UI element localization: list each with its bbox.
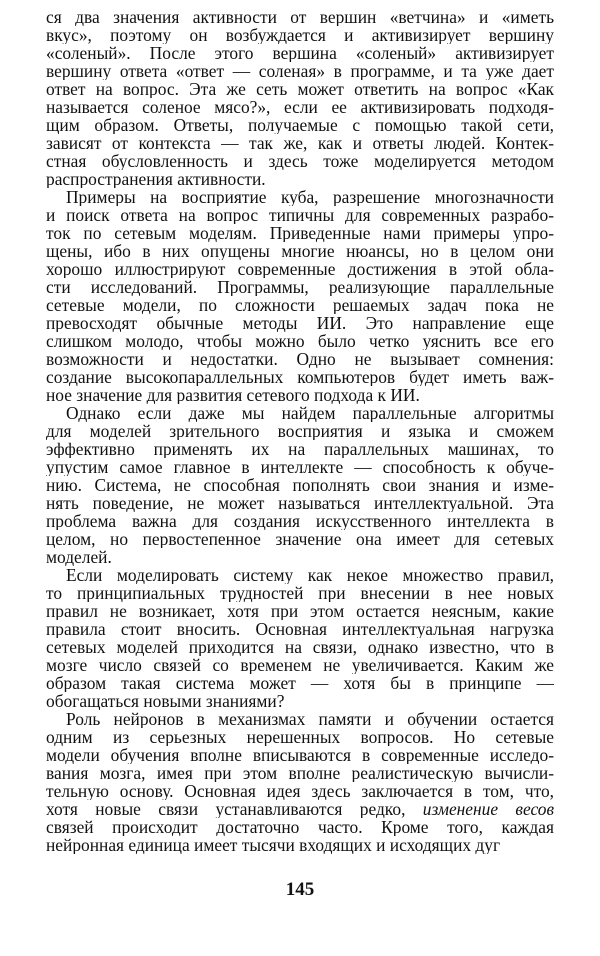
- text-line: ное значение для развития сетевого подхода к ИИ.: [46, 386, 420, 404]
- text-line: зависят от контекста — так же, как и ответы людей. Контек-: [46, 134, 554, 152]
- text-line: сетевых моделей приходится на связи, однако известно, что в: [46, 638, 554, 656]
- text-line: ток по сетевым моделям. Приведенные нами примеры упро-: [46, 224, 554, 242]
- text-line: сетевые модели, по сложности решаемых задач пока не: [46, 296, 554, 314]
- paragraph-first-line: Роль нейронов в механизмах памяти и обучении остается: [66, 710, 554, 728]
- text-line: проблема важна для создания искусственного интеллекта в: [46, 512, 554, 530]
- text-line: сти исследований. Программы, реализующие параллельные: [46, 278, 554, 296]
- text-line: создание высокопараллельных компьютеров будет иметь важ-: [46, 368, 554, 386]
- text-line: [46, 800, 554, 818]
- paragraph-first-line: Примеры на восприятие куба, разрешение многозначности: [66, 188, 554, 206]
- text-line: обогащаться новыми знаниями?: [46, 692, 285, 710]
- text-line: тельную основу. Основная идея здесь заключается в том, что,: [46, 782, 554, 800]
- text-line: «соленый». После этого вершина «соленый» активизирует: [46, 44, 554, 62]
- text-line: вания мозга, имея при этом вполне реалистическую вычисли-: [46, 764, 554, 782]
- text-line: вершину ответа «ответ — соленая» в программе, и та уже дает: [46, 62, 554, 80]
- text-line: связей происходит достаточно часто. Кроме того, каждая: [46, 818, 554, 836]
- text-line: ся два значения активности от вершин «ветчина» и «иметь: [46, 8, 554, 26]
- text-line: моделей.: [46, 548, 112, 566]
- text-line: называется соленое мясо?», если ее активизировать подходя-: [46, 98, 554, 116]
- text-line: эффективно применять их на параллельных машинах, то: [46, 440, 554, 458]
- paragraph-first-line: Если моделировать систему как некое множество правил,: [66, 566, 554, 584]
- emphasis-text: изменение весов: [422, 800, 554, 818]
- text-line: то принципиальных трудностей при внесении в нее новых: [46, 584, 554, 602]
- text-line: нейронная единица имеет тысячи входящих и исходящих дуг: [46, 836, 501, 854]
- text-line: мозге число связей со временем не увеличивается. Каким же: [46, 656, 554, 674]
- text-line: стная обусловленность и здесь тоже моделируется методом: [46, 152, 554, 170]
- text-line: правила стоит вносить. Основная интеллектуальная нагрузка: [46, 620, 554, 638]
- text-line: и поиск ответа на вопрос типичны для современных разрабо-: [46, 206, 554, 224]
- text-line: целом, но первостепенное значение она имеет для сетевых: [46, 530, 554, 548]
- paragraph-first-line: Однако если даже мы найдем параллельные алгоритмы: [66, 404, 554, 422]
- text-line: нию. Система, не способная пополнять свои знания и изме-: [46, 476, 554, 494]
- text-line: превосходят обычные методы ИИ. Это направление еще: [46, 314, 554, 332]
- text-segment: хотя новые связи устанавливаются редко,: [46, 800, 406, 818]
- text-line: возможности и недостатки. Одно не вызывает сомнения:: [46, 350, 554, 368]
- text-line: ответ на вопрос. Эта же сеть может ответить на вопрос «Как: [46, 80, 554, 98]
- text-line: хорошо иллюстрируют современные достижения в этой обла-: [46, 260, 554, 278]
- text-line: нять поведение, не может называться интеллектуальной. Эта: [46, 494, 554, 512]
- text-line: слишком молодо, чтобы можно было четко уяснить все его: [46, 332, 554, 350]
- text-line: вкус», поэтому он возбуждается и активизирует вершину: [46, 26, 554, 44]
- page-number: 145: [285, 879, 315, 900]
- text-line: упустим самое главное в интеллекте — способность к обуче-: [46, 458, 554, 476]
- text-line: модели обучения вполне вписываются в современные исследо-: [46, 746, 554, 764]
- text-line: образом такая система может — хотя бы в принципе —: [46, 674, 554, 692]
- text-line: для моделей зрительного восприятия и языка и сможем: [46, 422, 554, 440]
- text-line: щим образом. Ответы, получаемые с помощью такой сети,: [46, 116, 554, 134]
- text-line: одним из серьезных нерешенных вопросов. Но сетевые: [46, 728, 554, 746]
- text-line: распространения активности.: [46, 170, 266, 188]
- text-line: правил не возникает, хотя при этом остается неясным, какие: [46, 602, 554, 620]
- text-line: щены, ибо в них опущены многие нюансы, но в целом они: [46, 242, 554, 260]
